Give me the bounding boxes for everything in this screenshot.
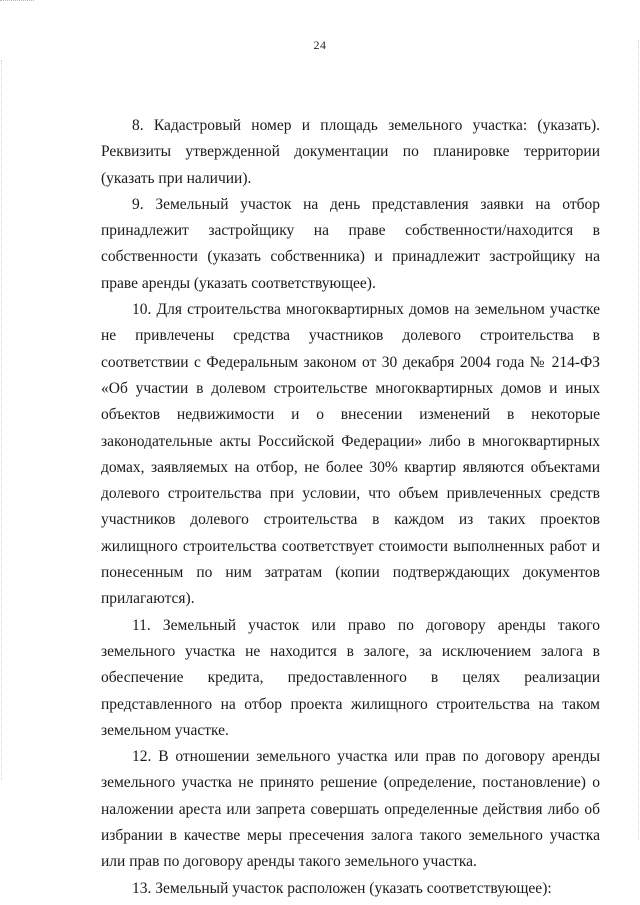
paragraph-13: 13. Земельный участок расположен (указать соответствующее): bbox=[132, 879, 552, 897]
document-body bbox=[101, 113, 600, 902]
paragraph-8: 8. Кадастровый номер и площадь земельного участка: (указать). Реквизиты утвержденной документации по планировке территории (указать при наличии). bbox=[101, 117, 600, 187]
scan-edge-left bbox=[1, 60, 2, 780]
paragraph-11: 11. Земельный участок или право по договору аренды такого земельного участка не находится в залоге, за исключением залога в обеспечение кредита, предоставленного в целях реализации представленного на отбор проекта жилищного строительства на таком земельном участке. bbox=[101, 616, 600, 739]
page-number: 24 bbox=[313, 38, 327, 52]
scan-edge-top bbox=[0, 0, 34, 1]
paragraph-10: 10. Для строительства многоквартирных домов на земельном участке не привлечены средства участников долевого строительства в соответствии с Федеральным законом от 30 декабря 2004 года № 214-ФЗ «Об участии в долевом строительстве многоквартирных домов и иных объектов недвижимости и о внесении изменений в некоторые законодательные акты Российской Федерации» либо в многоквартирных домах, заявляемых на отбор, не более 30% квартир являются объектами долевого строительства при условии, что объем привлеченных средств участников долевого строительства в каждом из таких проектов жилищного строительства соответствует стоимости выполненных работ и понесенным по ним затратам (копии подтверждающих документов прилагаются). bbox=[101, 301, 600, 608]
scan-edge-right bbox=[638, 40, 639, 840]
paragraph-12: 12. В отношении земельного участка или прав по договору аренды земельного участка не принято решение (определение, постановление) о наложении ареста или запрета совершать определенные действия либо об избрании в качестве меры пресечения залога такого земельного участка или прав по договору аренды такого земельного участка. bbox=[101, 748, 600, 871]
paragraph-9: 9. Земельный участок на день представления заявки на отбор принадлежит застройщику на праве собственности/находится в собственности (указать собственника) и принадлежит застройщику на праве аренды (указать соответствующее). bbox=[101, 195, 600, 292]
